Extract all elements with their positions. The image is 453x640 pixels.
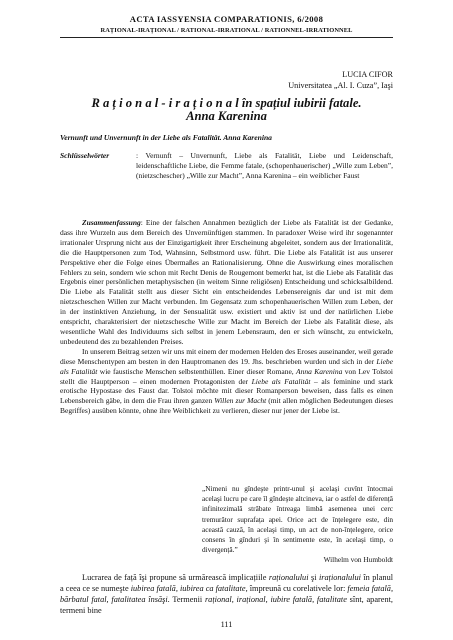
abstract bbox=[60, 218, 393, 416]
abstract-paragraph-2: In unserem Beitrag setzen wir uns mit einem der modernen Helden des Eroses auseinander, weil gerade diese Menschentypen am besten in den Hauptromanen des 19. Jhs. beschrieben wurden und sich in der Liebe als Fatalität wie faustische Menschen selbstenthüllen. Einer dieser Romane, Anna Karenina von Lev Tolstoi stellt die Hauptperson – einen modernen Protagonisten der Liebe als Fatalität – als feminine und stark erotische Hypostase des Faust dar. Tolstoi möchte mit dieser Romanperson beweisen, dass falls es einen Lebensbereich gäbe, in dem die Frau ihren ganzen Willen zur Macht (mit allen möglichen Bedeutungen dieses Begriffes) ausüben könnte, ohne ihre Weiblichkeit zu verlieren, dieser nur jener der Liebe ist. bbox=[60, 346, 393, 416]
body-paragraph: Lucrarea de față îşi propune să urmărească implicațiile raționalului şi iraționalului în planul a ceea ce se numeşte iubirea fatală, iubirea ca fatalitate, împreună cu corelativele lor: femeia fatală, bărbatul fatal, fatalitatea însăşi. Termenii rațional, irațional, iubire fatală, fatalitate sînt, aparent, termeni bine bbox=[60, 573, 394, 615]
body-text bbox=[60, 573, 393, 617]
title-line-2: Anna Karenina bbox=[186, 109, 267, 123]
abstract-label: Zusammenfassung bbox=[82, 218, 141, 227]
epigraph-attribution: Wilhelm von Humboldt bbox=[323, 555, 393, 564]
journal-header: ACTA IASSYENSIA COMPARATIONIS, 6/2008 bbox=[129, 14, 324, 24]
abstract-paragraph-1: Zusammenfassung: Eine der falschen Annahmen bezüglich der Liebe als Fatalität ist der Gedanke, dass ihre Wurzeln aus dem Bereich des Unvernünftigen stammen. In paradoxer Weise wird ihr sogenannter irrationaler Ursprung nicht aus der Einzigartigkeit ihrer Erscheinung abgeleitet, sondern aus der Irrationalität, die die Hauptpersonen zum Tod, Wahnsinn, Selbstmord usw. führt. Die Liebe als Fatalität ist aus unserer Perspektive eher die Folge eines Übermaßes an Rationalisierung. Ohne die Auswirkung eines moralischen Fehlers zu sein, sondern wie schon mit Recht Denis de Rougemont bemerkt hat, ist die Liebe als Fatalität das Ergebnis einer persönlichen metaphysischen (in weitem Sinne religiösen) Entscheidung und schicksalbildend. Die Liebe als Fatalität stellt aus dieser Sicht ein entscheidendes Lebensereignis dar und ist mit dem nietzscheschen Willen zur Macht verbunden. Im Gegensatz zum schopenhauerischen Willen zum Leben, der in der instinktiven Anziehung, in der Sensualität usw. existiert und aktiv ist und der natürlichen Liebe entspricht, charakterisiert der nietzschesche Wille zur Macht im Bereich der Liebe als Fatalität diese, als wesentliche Wahl des Individuums sich selbst in jenem Lebensraum, den er sich wünscht, zu entwickeln, unbedeutend des zu bezahlenden Preises. bbox=[60, 218, 393, 346]
keywords-text: : Vernunft – Unvernunft, Liebe als Fatalität, Liebe und Leidenschaft, leidenschaftliche Liebe, die Femme fatale, (schopenhauerischer) „Wille zum Leben”, (nietzschescher) „Wille zur Macht”, Anna Karenina – ein weiblicher Faust bbox=[136, 151, 393, 181]
title-line-1: R a ț i o n a l - i r a ț i o n a l în spațiul iubirii fatale. bbox=[91, 96, 362, 110]
keywords-label: Schlüsselwörter bbox=[60, 151, 110, 160]
header-rule bbox=[60, 37, 393, 38]
author-name: LUCIA CIFOR bbox=[342, 70, 393, 79]
page-number: 111 bbox=[220, 620, 233, 629]
article-subtitle: Vernunft und Unvernunft in der Liebe als Fatalität. Anna Karenina bbox=[60, 133, 272, 142]
author-affiliation: Universitatea „Al. I. Cuza”, Iaşi bbox=[288, 80, 393, 90]
keywords-block bbox=[60, 151, 393, 181]
section-header: RAȚIONAL-IRAȚIONAL / RATIONAL-IRRATIONAL / RATIONNEL-IRRATIONNEL bbox=[100, 27, 353, 34]
epigraph-quote: „Nimeni nu gîndeşte printr-unul şi acelaşi cuvînt întocmai acelaşi lucru pe care îl gîndeşte altcineva, iar o astfel de diferență infinitezimală străbate întreaga limbă asemenea unei cerc tremurător suprafața apei. Orice act de înțelegere este, din această cauză, în acelaşi timp, un act de non-înțelegere, orice consens în gînduri şi în sentimente este, în acelaşi timp, o divergență.” bbox=[202, 484, 393, 555]
author-block bbox=[288, 70, 393, 91]
article-title bbox=[60, 97, 393, 123]
